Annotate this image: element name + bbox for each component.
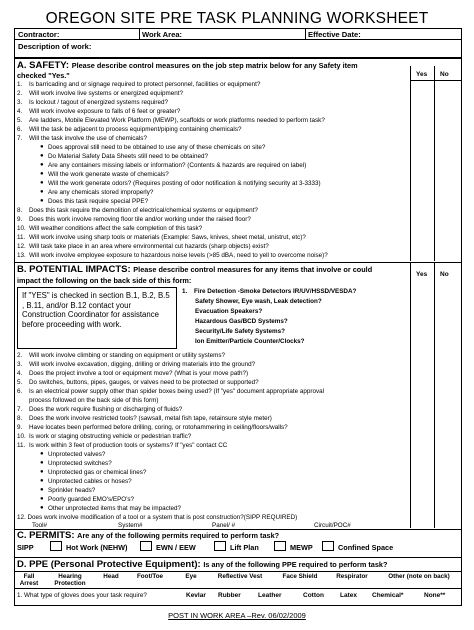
impacts-note: Please describe control measures for any items that involve or could <box>133 265 373 274</box>
system-field-label: System# <box>118 522 143 529</box>
bullet-icon: ● <box>40 496 44 502</box>
impact-item: Security/Life Safety Systems? <box>195 328 285 335</box>
ppe-header-fall-arrest: Fall Arrest <box>19 573 39 587</box>
permits-section-title <box>17 530 279 541</box>
impact-question: 9. Have locates been performed before drilling, coring, or rotohammering in ceiling/floors/walls? <box>17 424 288 431</box>
safety-subquestion: Will the work generate waste of chemicals? <box>48 171 169 178</box>
impact-question: 10. Is work or staging obstructing vehicle or pedestrian traffic? <box>17 433 192 440</box>
safety-title: A. SAFETY: <box>17 60 70 71</box>
permits-title: C. PERMITS: <box>17 530 75 541</box>
impact-question: 8. Does the work involve restricted tools? (sawsall, metal fish tape, retainsure style meter) <box>17 415 272 422</box>
impact-item: 1. Fire Detection -Smoke Detectors IR/UV/HSSD/VESDA? <box>182 288 357 295</box>
bullet-icon: ● <box>40 171 44 177</box>
circuit-field-label: Circuit/POC# <box>314 522 351 529</box>
impact-question-12: 12. Does work involve modification of a tool or a system that is post construction?(SIPP REQUIRED) <box>17 514 298 521</box>
glove-cotton: Cotton <box>303 592 324 599</box>
bullet-icon: ● <box>40 198 44 204</box>
impact-question: 5. Do switches, buttons, pipes, gauges, or valves need to be protected or supported? <box>17 379 259 386</box>
impacts-yes-header: Yes <box>416 271 428 278</box>
safety-question: 9. Does this work involve removing floor tile and/or working under the raised floor? <box>17 216 251 223</box>
ppe-header-face-shield: Face Shield <box>282 573 318 580</box>
safety-question: 5. Are ladders, Mobile Elevated Work Platform (MEWP), scaffolds or work platforms needed to perform task? <box>17 117 325 124</box>
impact-question: 2. Will work involve climbing or standing on equipment or utility systems? <box>17 352 225 359</box>
impact-subitem: Unprotected cables or hoses? <box>48 478 132 485</box>
impacts-title: B. POTENTIAL IMPACTS: <box>17 264 131 275</box>
safety-subquestion: Do Material Safety Data Sheets still need to be obtained? <box>48 153 208 160</box>
description-row <box>14 40 462 58</box>
safety-question: 11. Will work involve using sharp tools or materials (Example: Saws, knives, sheet metal, unistrut, etc)? <box>17 234 306 241</box>
permit-hot-work-label: Hot Work (NEHW) <box>66 543 128 552</box>
impact-item: Ion Emitter/Particle Counter/Clocks? <box>195 338 305 345</box>
impact-question: 4. Does the project involve a tool or equipment move? (What is your move path?) <box>17 370 249 377</box>
safety-subquestion: Does approval still need to be obtained to use any of these chemicals on site? <box>48 144 266 151</box>
safety-question: 4. Will work involve exposure to falls of 6 feet or greater? <box>17 108 181 115</box>
permit-confined-space-label: Confined Space <box>338 543 394 552</box>
ppe-header-head: Head <box>103 573 119 580</box>
bullet-icon: ● <box>40 451 44 457</box>
safety-note-cont: checked "Yes." <box>17 71 70 80</box>
impact-question: 3. Will work involve excavation, digging, drilling or driving materials into the ground? <box>17 361 256 368</box>
impact-subitem: Unprotected valves? <box>48 451 106 458</box>
description-label: Description of work: <box>18 42 92 51</box>
impact-subitem: Poorly guarded EMO's/EPO's? <box>48 496 135 503</box>
safety-subquestion: Are any containers missing labels or information? (Contents & hazards are required on label) <box>48 162 307 169</box>
impact-item: Hazardous Gas/BCD Systems? <box>195 318 288 325</box>
permit-mewp-checkbox[interactable] <box>322 541 334 551</box>
safety-question: 3. Is lockout / tagout of energized systems required? <box>17 99 168 106</box>
ppe-title: D. PPE (Personal Protective Equipment): <box>17 559 201 570</box>
tool-field-label: Tool# <box>32 522 48 529</box>
permit-mewp-label: MEWP <box>290 543 313 552</box>
ppe-header-eye: Eye <box>185 573 197 580</box>
bullet-icon: ● <box>40 487 44 493</box>
impacts-no-header: No <box>440 271 449 278</box>
safety-question: 6. Will the task be adjacent to process equipment/piping containing chemicals? <box>17 126 242 133</box>
bullet-icon: ● <box>40 478 44 484</box>
section-rule <box>14 58 462 59</box>
impact-question: process followed on the back side of this form) <box>29 397 159 404</box>
footer-revision: POST IN WORK AREA –Rev. 06/02/2009 <box>168 611 306 620</box>
permit-hot-work-checkbox[interactable] <box>140 541 152 551</box>
gloves-question: 1. What type of gloves does your task require? <box>17 592 147 599</box>
yes-column-line <box>410 66 411 261</box>
ppe-table-rule <box>14 571 462 572</box>
safety-question: 2. Will work involve live systems or energized equipment? <box>17 90 183 97</box>
impact-subitem: Other unprotected items that may be impacted? <box>48 505 182 512</box>
safety-question: 1. Is barricading and or signage required to protect personnel, facilities or equipment? <box>17 81 261 88</box>
bullet-icon: ● <box>40 189 44 195</box>
glove-latex: Latex <box>340 592 357 599</box>
safety-section-title <box>17 60 358 71</box>
safety-subquestion: Will the work generate odors? (Requires posting of odor notification & notifying security at 3-3333) <box>48 180 321 187</box>
permit-ewn-label: EWN / EEW <box>156 543 196 552</box>
impact-item: Evacuation Speakers? <box>195 308 263 315</box>
bullet-icon: ● <box>40 180 44 186</box>
ppe-header-hearing: Hearing Protection <box>54 573 86 587</box>
impact-subitem: Sprinkler heads? <box>48 487 96 494</box>
header-row <box>14 28 462 40</box>
no-column-line <box>434 262 435 528</box>
safety-subquestion: Are any chemicals stored improperly? <box>48 189 154 196</box>
no-column-line <box>434 66 435 261</box>
coordinator-callout: If "YES" is checked in section B.1, B.2, B.5 , B.11, and/or B.12 contact your Construction Coordinator for assistance before proceeding with work. <box>17 287 177 349</box>
safety-question: 10. Will weather conditions affect the safe completion of this task? <box>17 225 203 232</box>
ppe-note: Is any of the following PPE required to perform task? <box>203 560 388 569</box>
section-rule <box>14 262 462 263</box>
impact-question: 7. Does the work require flushing or discharging of fluids? <box>17 406 183 413</box>
safety-question: 8. Does this task require the demolition of electrical/chemical systems or equipment? <box>17 207 258 214</box>
contractor-label: Contractor: <box>18 30 60 39</box>
work-area-label: Work Area: <box>142 30 183 39</box>
permit-sipp-checkbox[interactable] <box>50 541 62 551</box>
permit-sipp-label: SIPP <box>17 543 34 552</box>
glove-chemical: Chemical* <box>372 592 404 599</box>
impact-subitem: Unprotected gas or chemical lines? <box>48 469 147 476</box>
panel-field-label: Panel/ # <box>212 522 236 529</box>
bullet-icon: ● <box>40 505 44 511</box>
permit-ewn-checkbox[interactable] <box>214 541 226 551</box>
ppe-header-reflective-vest: Reflective Vest <box>217 573 263 580</box>
safety-note: Please describe control measures on the job step matrix below for any Safety item <box>71 61 358 70</box>
bullet-icon: ● <box>40 469 44 475</box>
bullet-icon: ● <box>40 162 44 168</box>
glove-rubber: Rubber <box>218 592 241 599</box>
ppe-header-respirator: Respirator <box>336 573 368 580</box>
bullet-icon: ● <box>40 460 44 466</box>
ppe-section-title <box>17 559 387 570</box>
header-divider <box>139 28 140 40</box>
page-title: OREGON SITE PRE TASK PLANNING WORKSHEET <box>45 10 429 27</box>
glove-leather: Leather <box>258 592 282 599</box>
impact-item: Safety Shower, Eye wash, Leak detection? <box>195 298 322 305</box>
effective-date-label: Effective Date: <box>308 30 361 39</box>
permits-note: Are any of the following permits required to perform task? <box>77 531 280 540</box>
safety-question: 12. Will task take place in an area where environmental cut hazards (sharp objects) exist? <box>17 243 269 250</box>
permit-lift-plan-checkbox[interactable] <box>274 541 286 551</box>
safety-subquestion: Does this task require special PPE? <box>48 198 149 205</box>
yes-column-line <box>410 262 411 528</box>
header-divider <box>305 28 306 40</box>
section-rule <box>14 557 462 558</box>
yn-header-rule <box>410 80 462 81</box>
impact-question: 6. Is an electrical power supply other than spider boxes being used? (If "yes" document appropriate approval <box>17 388 324 395</box>
bullet-icon: ● <box>40 153 44 159</box>
ppe-header-other: Other (note on back) <box>388 573 450 580</box>
impacts-note-cont: impact the following on the back side of this form: <box>17 276 192 285</box>
impacts-section-title <box>17 264 372 275</box>
bullet-icon: ● <box>40 144 44 150</box>
ppe-header-foot-toe: Foot/Toe <box>136 573 164 580</box>
safety-no-header: No <box>440 71 449 78</box>
ppe-table-rule <box>14 588 462 589</box>
glove-kevlar: Kevlar <box>186 592 206 599</box>
safety-question: 7. Will the task involve the use of chemicals? <box>17 135 147 142</box>
glove-none: None** <box>424 592 446 599</box>
permit-lift-plan-label: Lift Plan <box>230 543 259 552</box>
impact-subitem: Unprotected switches? <box>48 460 112 467</box>
safety-question: 13. Will work involve employee exposure to hazardous noise levels (>85 dBA, need to yell to overcome noise)? <box>17 252 328 259</box>
impact-question: 11. Is work within 3 feet of production tools or systems? If "yes" contact CC <box>17 442 228 449</box>
safety-yes-header: Yes <box>416 71 428 78</box>
